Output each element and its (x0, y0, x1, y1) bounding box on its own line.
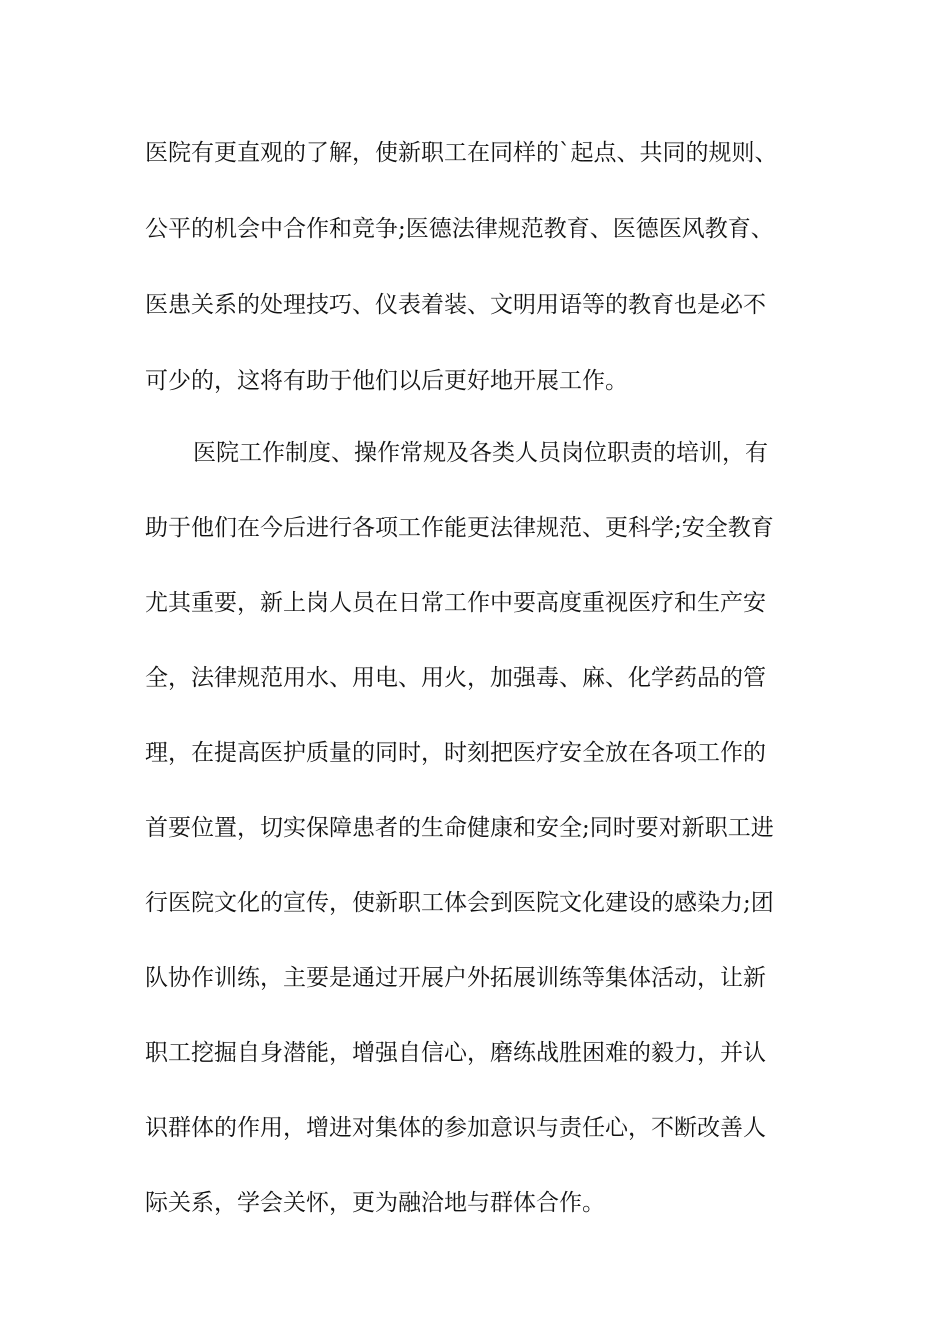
paragraph-line: 可少的，这将有助于他们以后更好地开展工作。 (145, 368, 628, 394)
paragraph-line: 公平的机会中合作和竞争;医德法律规范教育、医德医风教育、 (145, 216, 774, 242)
paragraph-line: 识群体的作用，增进对集体的参加意识与责任心，不断改善人 (145, 1115, 766, 1141)
paragraph-line: 行医院文化的宣传，使新职工体会到医院文化建设的感染力;团 (145, 890, 774, 916)
paragraph-line: 首要位置，切实保障患者的生命健康和安全;同时要对新职工进 (145, 815, 774, 841)
paragraph-line: 职工挖掘自身潜能，增强自信心，磨练战胜困难的毅力，并认 (145, 1040, 766, 1066)
paragraph-line: 际关系，学会关怀，更为融洽地与群体合作。 (145, 1190, 605, 1216)
paragraph-line: 理，在提高医护质量的同时，时刻把医疗安全放在各项工作的 (145, 740, 766, 766)
paragraph-line: 助于他们在今后进行各项工作能更法律规范、更科学;安全教育 (145, 515, 774, 541)
paragraph-line: 医院有更直观的了解，使新职工在同样的`起点、共同的规则、 (145, 140, 778, 166)
paragraph-line: 尤其重要，新上岗人员在日常工作中要高度重视医疗和生产安 (145, 590, 766, 616)
paragraph-line: 医院工作制度、操作常规及各类人员岗位职责的培训，有 (193, 440, 768, 466)
paragraph-line: 医患关系的处理技巧、仪表着装、文明用语等的教育也是必不 (145, 292, 766, 318)
paragraph-line: 队协作训练，主要是通过开展户外拓展训练等集体活动，让新 (145, 965, 766, 991)
paragraph-line: 全，法律规范用水、用电、用火，加强毒、麻、化学药品的管 (145, 665, 766, 691)
